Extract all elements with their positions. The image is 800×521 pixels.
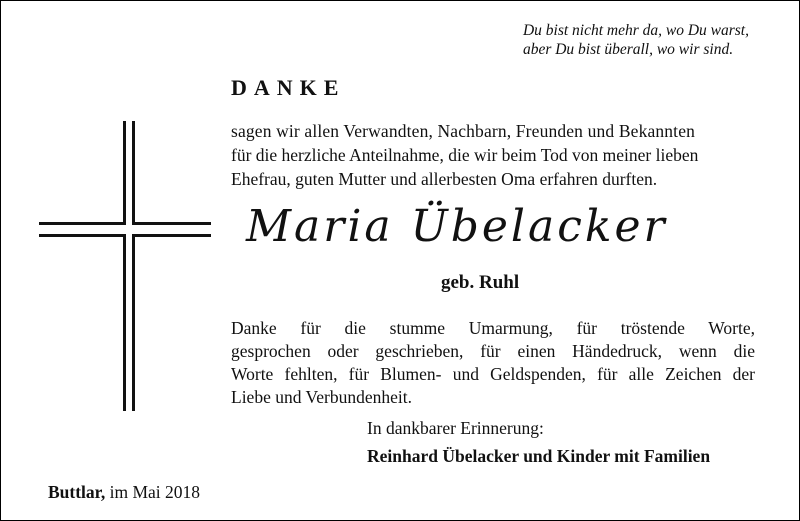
place-date-text: im Mai 2018 xyxy=(105,482,201,502)
cross-icon xyxy=(39,121,211,411)
thanks-line-1: Danke für die stumme Umarmung, für tröstende Worte, xyxy=(231,318,755,338)
heading-danke: DANKE xyxy=(231,75,346,100)
thanks-line-2: gesprochen oder geschrieben, für einen Händedruck, wenn die xyxy=(231,341,755,361)
thanks-text xyxy=(231,317,755,409)
intro-line-3: Ehefrau, guten Mutter und allerbesten Oma erfahren durften. xyxy=(231,169,658,189)
place-town: Buttlar, xyxy=(48,482,106,502)
quote-line-1: Du bist nicht mehr da, wo Du warst, xyxy=(522,22,749,39)
birth-name: geb. Ruhl xyxy=(441,272,520,293)
intro-line-1: sagen wir allen Verwandten, Nachbarn, Freunden und Bekannten xyxy=(231,121,696,141)
intro-text xyxy=(231,119,756,191)
thanks-line-3: Worte fehlten, für Blumen- und Geldspenden, für alle Zeichen der xyxy=(231,364,755,384)
thanks-line-4: Liebe und Verbundenheit. xyxy=(231,387,412,407)
quote-line-2: aber Du bist überall, wo wir sind. xyxy=(522,41,734,58)
place-date xyxy=(48,482,200,503)
deceased-name: Maria Übelacker xyxy=(246,201,668,252)
intro-line-2: für die herzliche Anteilnahme, die wir beim Tod von meiner lieben xyxy=(231,145,699,165)
quote xyxy=(523,21,749,59)
remembrance-line: In dankbarer Erinnerung: xyxy=(367,418,544,438)
family-signature: Reinhard Übelacker und Kinder mit Familien xyxy=(367,446,711,466)
